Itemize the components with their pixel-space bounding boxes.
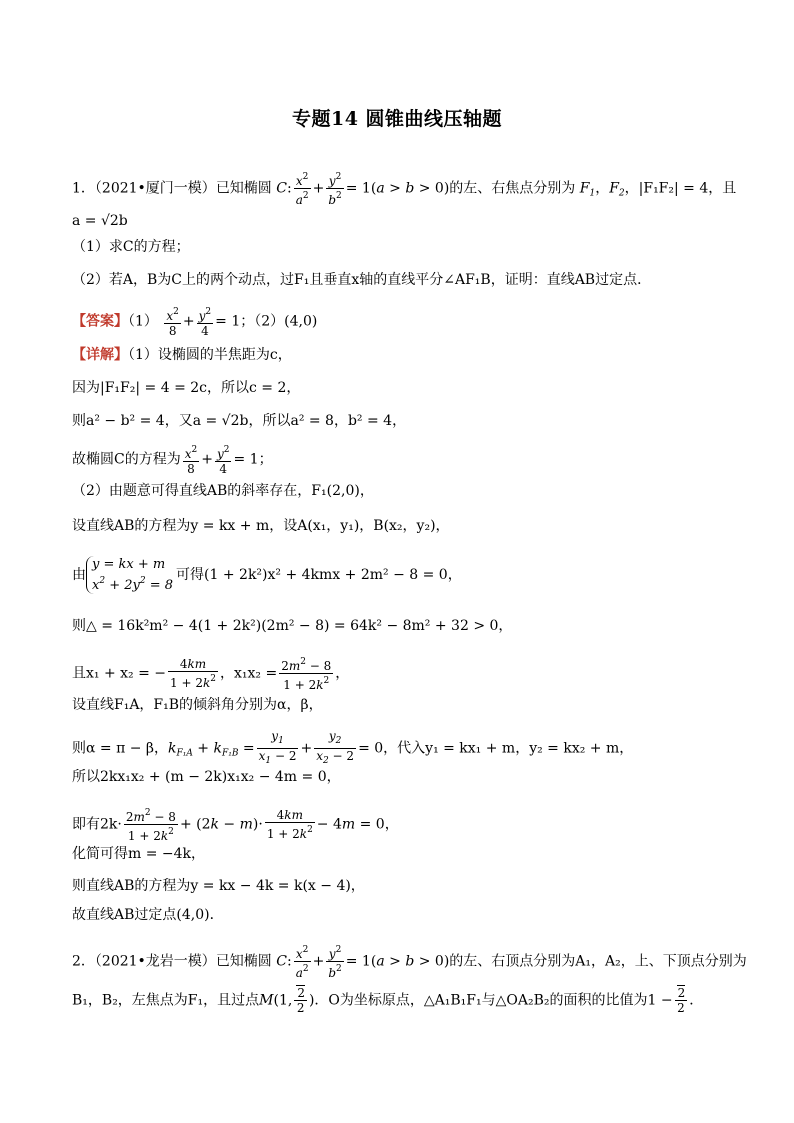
solution-line: 故椭圆C的方程为 $\frac{x^2}{8}$ + $\frac{y^2}{4}$ = 1； (72, 445, 273, 476)
problem-1-part-2: （2）若A，B为C上的两个动点，过F₁且垂直x轴的直线平分∠AF₁B，证明：直线AB过定点． (72, 272, 652, 288)
solution-line: 且x₁ + x₂ = − $\frac{4km}{1 + 2k^2}$ ，x₁x₂ = $\frac{2m^2 - 8}{1 + 2k^2}$ ， (72, 657, 350, 692)
problem-2-number: 2． (72, 953, 95, 970)
formula-frac: $\frac{y^2}{b^2}$ (328, 172, 342, 207)
problem-2-source: （2021•龙岩一模） (94, 953, 216, 970)
formula-frac: $\frac{x^2}{a^2}$ (295, 172, 309, 207)
solution-line: 由 y = kx + m $x^2 + 2y^2 = 8$ 可得(1 + 2k²)x² + 4kmx + 2m² − 8 = 0， (72, 557, 462, 593)
solution-line: 即有2k· $\frac{2m^2 - 8}{1 + 2k^2}$ + (2k − m)· $\frac{4km}{1 + 2k^2}$ − 4m = 0， (72, 808, 399, 843)
problem-1-relation: a = √2b (72, 213, 128, 229)
solution-line: 所以2kx₁x₂ + (m − 2k)x₁x₂ − 4m = 0， (72, 769, 341, 785)
page-title: 专题14 圆锥曲线压轴题 (291, 108, 503, 130)
problem-2-statement: 2．（2021•龙岩一模）已知椭圆 C: $\frac{x^2}{a^2}$ + $\frac{y^2}{b^2}$ = 1(a > b > 0)的左、右顶点分别为A₁，A₂，上、下顶点分别为 (72, 945, 747, 980)
solution-line: 【详解】（1）设椭圆的半焦距为c， (72, 347, 292, 363)
solution-line: 化简可得m = −4k， (72, 846, 206, 862)
problem-1-statement: 1．（2021•厦门一模）已知椭圆 C: $\frac{x^2}{a^2}$ + $\frac{y^2}{b^2}$ = 1(a > b > 0)的左、右焦点分别为 $F_1$，$F_2$，|F₁F₂| = 4，且 (72, 172, 737, 207)
solution-line: 则△ = 16k²m² − 4(1 + 2k²)(2m² − 8) = 64k² − 8m² + 32 > 0， (72, 618, 513, 634)
equation-system: y = kx + m $x^2 + 2y^2 = 8$ (86, 556, 173, 594)
solution-line: 故直线AB过定点(4,0)． (72, 907, 224, 923)
problem-1-part-1: （1）求C的方程； (72, 239, 190, 255)
solution-label: 【详解】 (72, 347, 128, 363)
solution-line: 则a² − b² = 4，又a = √2b，所以a² = 8，b² = 4， (72, 413, 407, 429)
solution-line: 则α = π − β，$k_{F_1A} + k_{F_1B}$ = $\frac{y_1}{x_1 - 2}$ + $\frac{y_2}{x_2 - 2}$ = 0，代入y₁ = kx₁ + m，y₂ = kx₂ + m， (72, 729, 634, 766)
problem-1-number: 1． (72, 180, 95, 197)
problem-1-source: （2021•厦门一模） (94, 180, 216, 197)
answer-label: 【答案】 (72, 313, 128, 330)
solution-line: 则直线AB的方程为y = kx − 4k = k(x − 4)， (72, 878, 365, 894)
solution-line: （2）由题意可得直线AB的斜率存在，F₁(2,0)， (72, 483, 374, 499)
solution-line: 设直线F₁A，F₁B的倾斜角分别为α，β， (72, 697, 323, 713)
problem-2-statement-cont: B₁，B₂，左焦点为F₁，且过点M(1, $\frac{2}{2}$ )．O为坐标原点，△A₁B₁F₁与△OA₂B₂的面积的比值为1 − $\frac{2}{2}$ ． (72, 986, 704, 1015)
solution-line: 设直线AB的方程为y = kx + m，设A(x₁，y₁)，B(x₂，y₂)， (72, 518, 450, 534)
solution-line: 因为|F₁F₂| = 4 = 2c，所以c = 2， (72, 380, 301, 396)
answer-line: 【答案】（1） $\frac{x^2}{8}$ + $\frac{y^2}{4}$ = 1；（2）(4,0) (72, 307, 318, 338)
